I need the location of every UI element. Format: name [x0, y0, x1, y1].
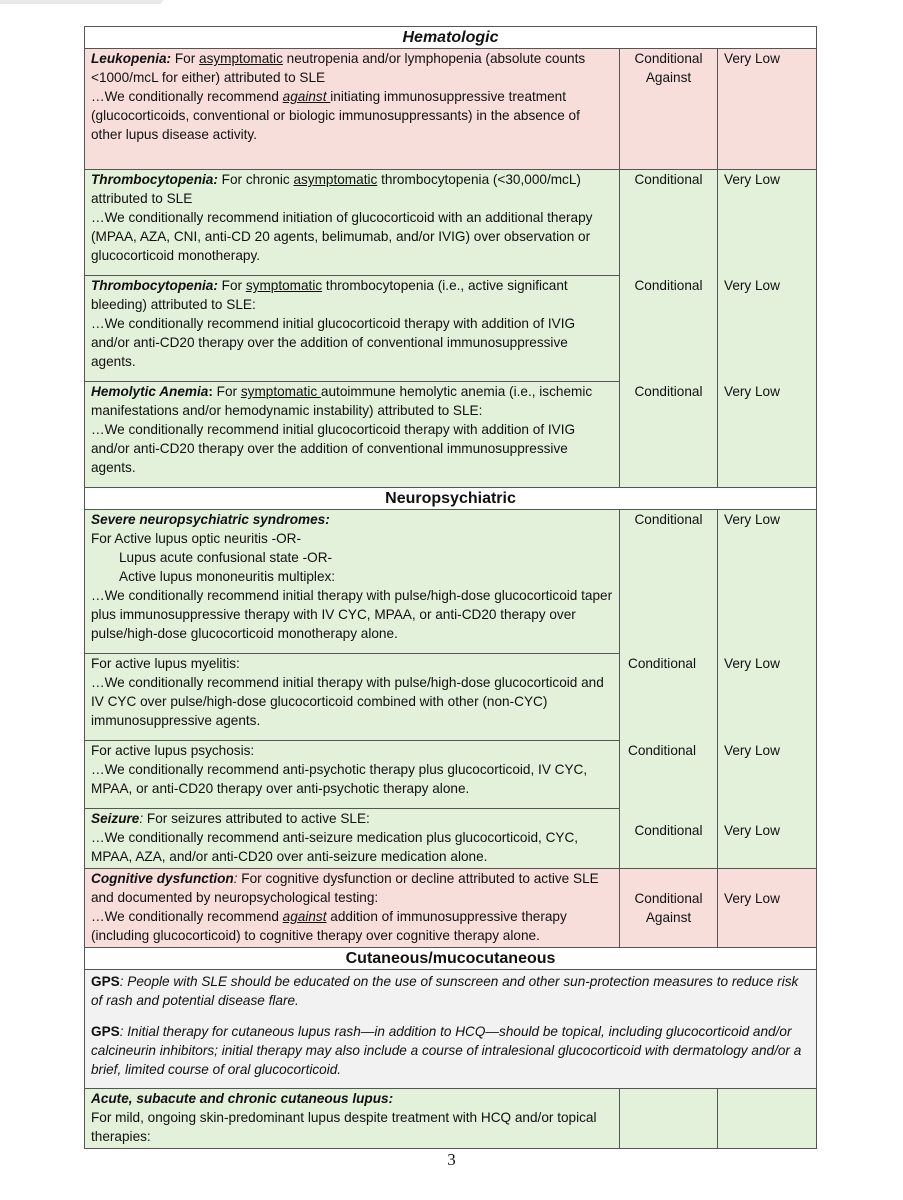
table-row-seizure	[85, 809, 817, 869]
recommendations-table	[84, 26, 817, 1149]
table-row-cognitive-dysfunction	[85, 869, 817, 948]
table-row-hemolytic-anemia	[85, 382, 817, 488]
evidence-cell: Very Low	[718, 869, 817, 948]
table-row-myelitis	[85, 654, 817, 741]
evidence-cell	[718, 1089, 817, 1149]
table-row-leukopenia	[85, 49, 817, 170]
table-row-gps	[85, 970, 817, 1089]
rating-cell: Conditional Against	[620, 49, 718, 170]
recommendation-cell	[85, 49, 620, 170]
recommendation-cell: Severe neuropsychiatric syndromes: For Active lupus optic neuritis -OR- Lupus acute confusional state -OR- Active lupus mononeuritis multiplex: …We conditionally recommend initial therapy with pulse/high-dose glucocorticoid taper plus immunosuppressive therapy with IV CYC, MPAA, or anti-CD20 therapy over pulse/high-dose glucocorticoid monotherapy alone.	[85, 510, 620, 654]
rating-cell	[620, 1089, 718, 1149]
table-row-thrombocytopenia-asymptomatic	[85, 170, 817, 276]
rating-cell: Conditional	[620, 809, 718, 869]
evidence-cell: Very Low	[718, 741, 817, 809]
recommendation-cell: For active lupus myelitis: …We conditionally recommend initial therapy with pulse/high-dose glucocorticoid and IV CYC over pulse/high-dose glucocorticoid combined with other (non-CYC) immunosuppressive agents.	[85, 654, 620, 741]
recommendation-cell: Thrombocytopenia: For symptomatic thrombocytopenia (i.e., active significant bleeding) attributed to SLE: …We conditionally recommend initial glucocorticoid therapy with addition of IVIG and/or anti-CD20 therapy over the addition of conventional immunosuppressive agents.	[85, 276, 620, 382]
evidence-cell: Very Low	[718, 382, 817, 488]
section-header-row	[85, 948, 817, 970]
section-title-cutaneous: Cutaneous/mucocutaneous	[85, 948, 817, 970]
condition-title: Leukopenia:	[91, 51, 172, 66]
recommendation-cell: Seizure: For seizures attributed to active SLE: …We conditionally recommend anti-seizure medication plus glucocorticoid, CYC, MPAA, AZA, and/or anti-CD20 over anti-seizure medication alone.	[85, 809, 620, 869]
evidence-cell: Very Low	[718, 49, 817, 170]
gps-statement-2: GPS: Initial therapy for cutaneous lupus rash—in addition to HCQ—should be topical, including glucocorticoid and/or calcineurin inhibitors; initial therapy may also include a course of intralesional glucocorticoid with dermatology and/or a brief, limited course of oral glucocorticoid.	[91, 1024, 802, 1077]
evidence-cell: Very Low	[718, 276, 817, 382]
evidence-cell: Very Low	[718, 654, 817, 741]
rating-cell: Conditional	[620, 741, 718, 809]
recommendation-cell: Acute, subacute and chronic cutaneous lupus: For mild, ongoing skin-predominant lupus despite treatment with HCQ and/or topical therapies:	[85, 1089, 620, 1149]
recommendation-cell: For active lupus psychosis: …We conditionally recommend anti-psychotic therapy plus glucocorticoid, IV CYC, MPAA, or anti-CD20 therapy over anti-psychotic therapy alone.	[85, 741, 620, 809]
rating-cell: Conditional	[620, 510, 718, 654]
table-row-thrombocytopenia-symptomatic	[85, 276, 817, 382]
table-row-cutaneous-lupus	[85, 1089, 817, 1149]
section-title-neuropsychiatric: Neuropsychiatric	[85, 488, 817, 510]
evidence-cell: Very Low	[718, 510, 817, 654]
recommendation-cell: Hemolytic Anemia: For symptomatic autoimmune hemolytic anemia (i.e., ischemic manifestations and/or hemodynamic instability) attributed to SLE: …We conditionally recommend initial glucocorticoid therapy with addition of IVIG and/or anti-CD20 therapy over the addition of conventional immunosuppressive agents.	[85, 382, 620, 488]
rating-cell: Conditional	[620, 276, 718, 382]
recommendation-cell: Cognitive dysfunction: For cognitive dysfunction or decline attributed to active SLE and documented by neuropsychological testing: …We conditionally recommend against addition of immunosuppressive therapy (including glucocorticoid) to cognitive therapy over cognitive therapy alone.	[85, 869, 620, 948]
section-header-row	[85, 27, 817, 49]
page-number: 3	[447, 1150, 456, 1169]
evidence-cell: Very Low	[718, 170, 817, 276]
rating-cell: Conditional Against	[620, 869, 718, 948]
table-row-severe-neuropsychiatric	[85, 510, 817, 654]
section-title-hematologic: Hematologic	[85, 27, 817, 49]
rating-cell: Conditional	[620, 382, 718, 488]
gps-statement-1: GPS: People with SLE should be educated on the use of sunscreen and other sun-protection measures to reduce risk of rash and potential disease flare.	[91, 974, 799, 1008]
evidence-cell: Very Low	[718, 809, 817, 869]
recommendation-cell: Thrombocytopenia: For chronic asymptomatic thrombocytopenia (<30,000/mcL) attributed to SLE …We conditionally recommend initiation of glucocorticoid with an additional therapy (MPAA, AZA, CNI, anti-CD 20 agents, belimumab, and/or IVIG) over observation or glucocorticoid monotherapy.	[85, 170, 620, 276]
top-scroll-indicator	[0, 0, 163, 4]
gps-cell	[85, 970, 817, 1089]
recommendation-leukopenia: Leukopenia: For asymptomatic neutropenia and/or lymphopenia (absolute counts <1000/mcL for either) attributed to SLE …We conditionally recommend against initiating immunosuppressive treatment (glucocorticoids, conventional or biologic immunosuppressants) in the absence of other lupus disease activity.	[91, 51, 586, 142]
table-row-psychosis	[85, 741, 817, 809]
section-header-row	[85, 488, 817, 510]
rating-cell: Conditional	[620, 170, 718, 276]
rating-cell: Conditional	[620, 654, 718, 741]
